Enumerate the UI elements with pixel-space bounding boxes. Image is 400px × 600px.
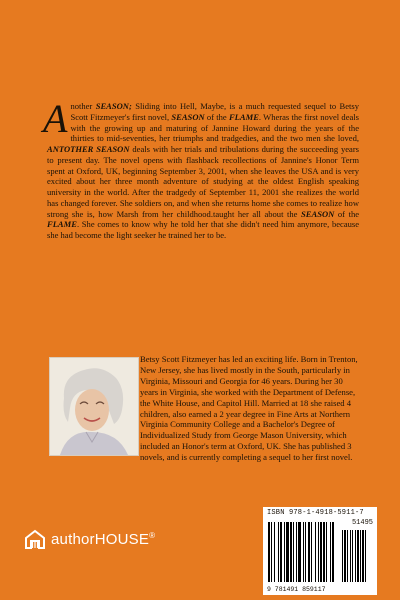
- price-code: 51495: [351, 519, 373, 527]
- author-bio: [140, 354, 360, 463]
- blurb-text: . Wheras the first novel deals with the growing up and maturing of Jannine Howard during the years of the thirties to mid-seventies, her triumphs and tradgedies, and the two men she loved,: [70, 111, 359, 144]
- book-title: FLAME: [228, 111, 259, 122]
- publisher-name: [51, 531, 155, 548]
- blurb-text: of the: [206, 111, 227, 122]
- book-title: SEASON;: [95, 101, 132, 111]
- isbn-label: ISBN 978-1-4918-5911-7: [267, 509, 364, 517]
- book-title: SEASON: [171, 111, 205, 122]
- publisher-name-part: author: [51, 530, 95, 548]
- ean-digits: 9 781491 859117: [267, 586, 326, 593]
- blurb-text: Sliding into Hell, Maybe, is a much requested sequel to Betsy Scott Fitzmeyer's first novel,: [70, 101, 360, 122]
- book-title: ANTOTHER SEASON: [47, 144, 130, 154]
- drop-cap: A: [43, 96, 68, 141]
- book-title: FLAME: [47, 219, 77, 230]
- registered-mark: ®: [149, 530, 156, 540]
- blurb-text: nother: [70, 101, 93, 111]
- author-photo: [49, 357, 139, 456]
- publisher-name-part: HOUSE: [94, 530, 150, 548]
- publisher-logo: [24, 528, 155, 550]
- blurb-text: of the: [337, 208, 360, 219]
- blurb-text: deals with her trials and tribulations during the succeeding years to present day. The novel opens with flashback recollections of Jannine's Honor Term spent at Oxford, UK, beginning September 3, 2001, when she leaves the USA and is very excited about her three month adventure of studying at the oldest English speaking university in the world. After the tradgedy of September 11, 2001 she realizes the world has changed forever. She soldiers on, and when she returns home she comes to realize how strong she is, how Marsh from her childhood.taught her all about the: [47, 144, 359, 219]
- book-title: SEASON: [301, 208, 335, 219]
- book-blurb: [43, 96, 360, 241]
- house-logo-icon: [24, 528, 46, 550]
- isbn-barcode: [263, 507, 377, 595]
- blurb-text: . She comes to know why he told her that she didn't need him anymore, because she had become the light seeker he trained her to be.: [47, 219, 359, 240]
- author-bio-text: Betsy Scott Fitzmeyer has led an exciting life. Born in Trenton, New Jersey, she has lived mostly in the South, particularly in Virginia, Missouri and Georgia for 46 years. During her 30 years in Virginia, she worked with the Department of Defense, the White House, and Capitol Hill. Married at 18 she raised 4 children, also earned a 2 year degree in Fine Arts at Northern Virginia Community College and a Bachelor's Degree of Individualized Study from George Mason University, which included an Honor's term at Oxford, UK. She has published 3 novels, and is currently completing a sequel to her first novel.: [140, 354, 358, 463]
- barcode-icon: [266, 518, 374, 586]
